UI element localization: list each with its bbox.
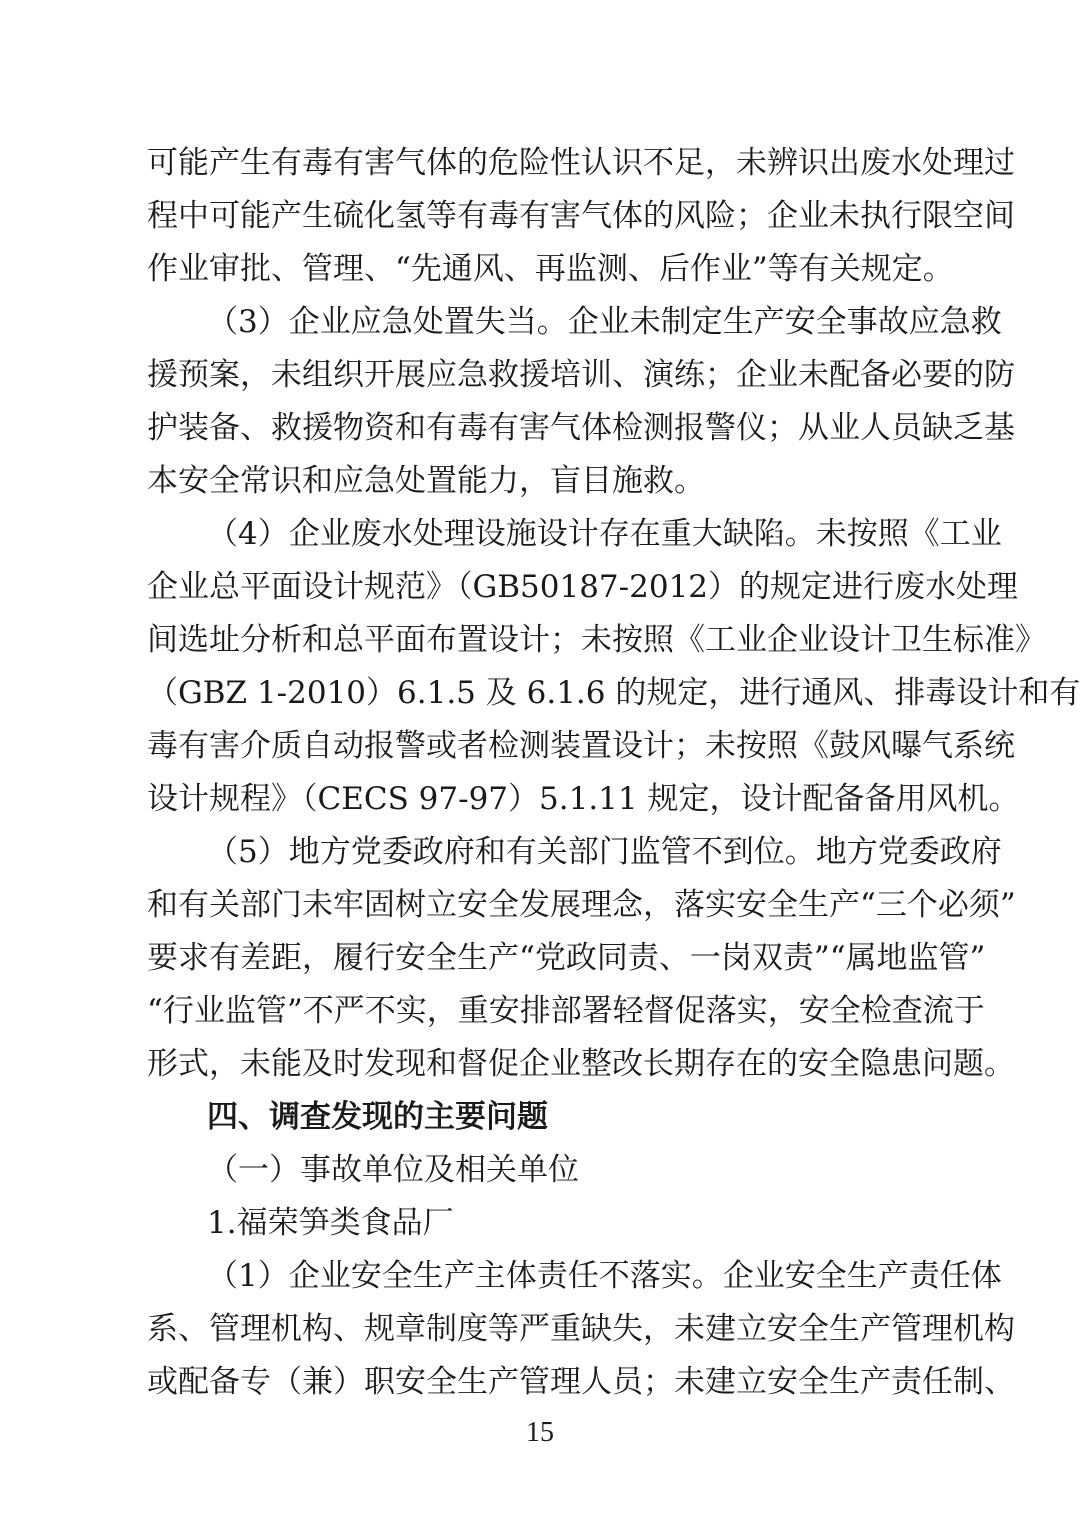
body-text-line: 或配备专（兼）职安全生产管理人员；未建立安全生产责任制、 — [147, 1364, 1015, 1400]
body-text-line: （3）企业应急处置失当。企业未制定生产安全事故应急救 — [207, 304, 1002, 340]
body-text-line: 系、管理机构、规章制度等严重缺失，未建立安全生产管理机构 — [147, 1311, 1015, 1347]
body-text-line: （GBZ 1-2010）6.1.5 及 6.1.6 的规定，进行通风、排毒设计和有 — [147, 675, 1080, 711]
page-number: 15 — [526, 1417, 554, 1448]
body-text-line: 程中可能产生硫化氢等有毒有害气体的风险；企业未执行限空间 — [147, 198, 1015, 234]
body-text-line: 形式，未能及时发现和督促企业整改长期存在的安全隐患问题。 — [147, 1046, 1015, 1082]
body-text-line: 援预案，未组织开展应急救援培训、演练；企业未配备必要的防 — [147, 357, 1015, 393]
body-text-line: 作业审批、管理、“先通风、再监测、后作业”等有关规定。 — [147, 251, 954, 287]
body-text-line: 企业总平面设计规范》（GB50187-2012）的规定进行废水处理 — [147, 569, 1019, 605]
body-text-line: 本安全常识和应急处置能力，盲目施救。 — [147, 463, 705, 499]
item-heading: 1.福荣笋类食品厂 — [207, 1205, 454, 1241]
body-text-line: 和有关部门未牢固树立安全发展理念，落实安全生产“三个必须” — [147, 887, 1016, 923]
body-text-line: （1）企业安全生产主体责任不落实。企业安全生产责任体 — [207, 1258, 1002, 1294]
body-text-line: （5）地方党委政府和有关部门监管不到位。地方党委政府 — [207, 834, 1002, 870]
body-text-line: 可能产生有毒有害气体的危险性认识不足，未辨识出废水处理过 — [147, 145, 1015, 181]
body-text-line: 要求有差距，履行安全生产“党政同责、一岗双责”“属地监管” — [147, 940, 986, 976]
body-text-line: “行业监管”不严不实，重安排部署轻督促落实，安全检查流于 — [147, 993, 985, 1029]
body-text-line: 设计规程》（CECS 97-97）5.1.11 规定，设计配备备用风机。 — [147, 781, 1020, 817]
section-heading: 四、调查发现的主要问题 — [207, 1099, 548, 1135]
body-text-line: 间选址分析和总平面布置设计；未按照《工业企业设计卫生标准》 — [147, 622, 1046, 658]
body-text-line: 护装备、救援物资和有毒有害气体检测报警仪；从业人员缺乏基 — [147, 410, 1015, 446]
body-text-line: 毒有害介质自动报警或者检测装置设计；未按照《鼓风曝气系统 — [147, 728, 1015, 764]
subsection-heading: （一）事故单位及相关单位 — [207, 1152, 579, 1188]
body-text-line: （4）企业废水处理设施设计存在重大缺陷。未按照《工业 — [207, 516, 1002, 552]
